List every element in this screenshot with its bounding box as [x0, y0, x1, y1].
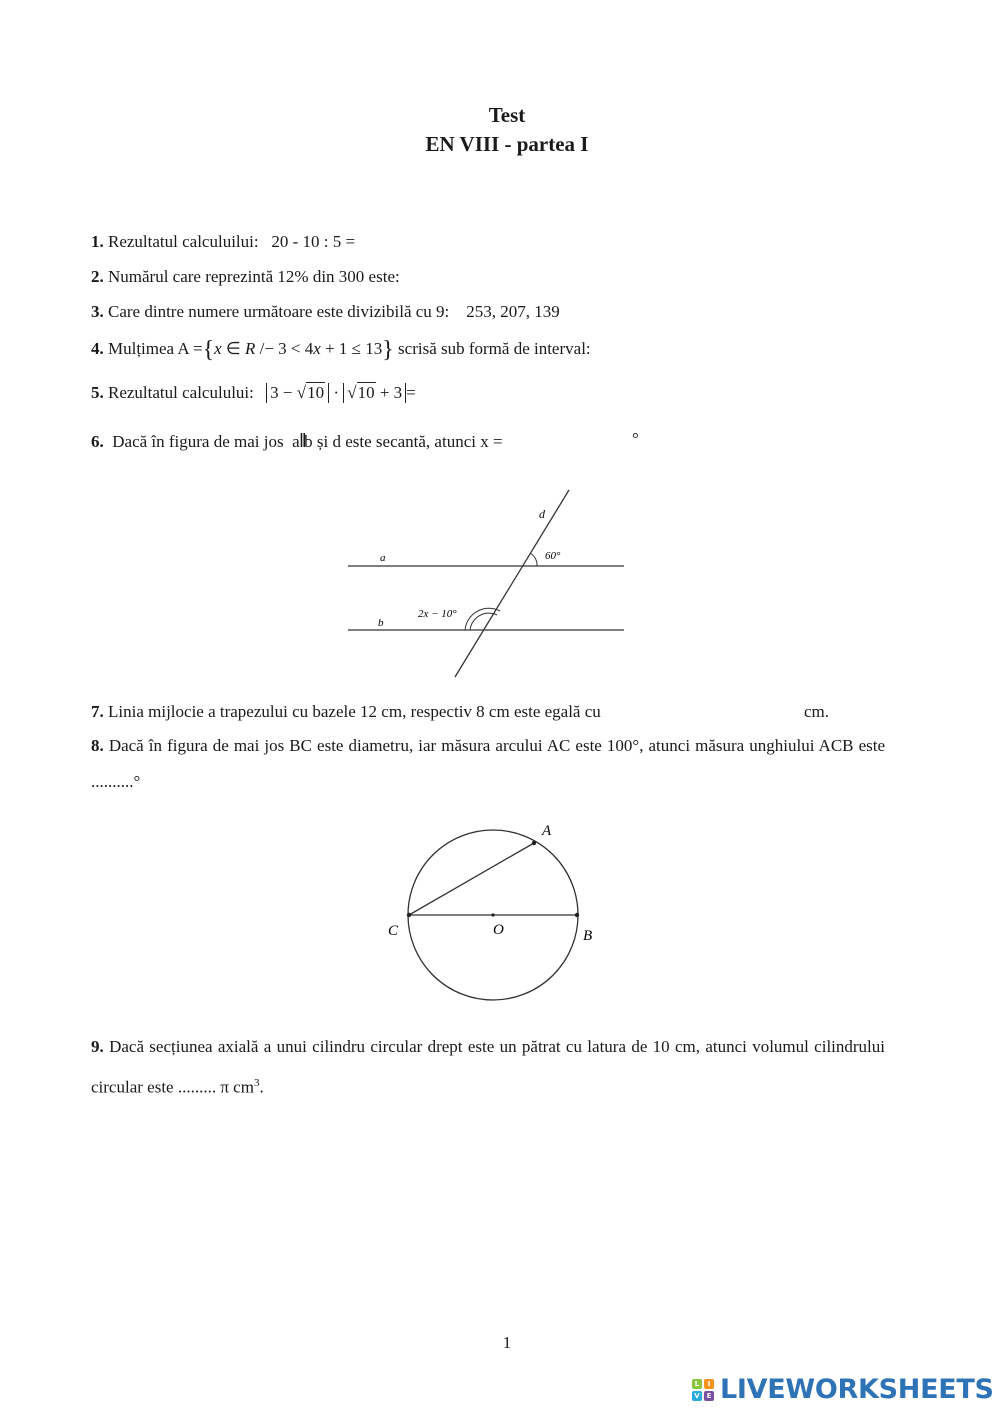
logo-square: I — [704, 1379, 714, 1389]
set-brace-open: { — [202, 337, 215, 363]
question-number: 4. — [91, 339, 104, 358]
set-brace-close: } — [382, 337, 394, 363]
unit-label: cm. — [804, 702, 830, 721]
question-end: . — [259, 1077, 264, 1097]
page-title: Test — [488, 103, 526, 127]
label-angle-2x: 2x − 10° — [418, 608, 457, 620]
question-text: Linia mijlocie a trapezului cu bazele 12 cm, respectiv 8 cm este egală cu — [108, 702, 601, 721]
label-b: B — [583, 928, 593, 944]
question-text: Dacă în figura de mai jos BC este diametru, iar măsura arcului AC este 100°, atunci măsura unghiului ACB este ..........° — [91, 736, 885, 791]
question-suffix: b și d este secantă, atunci x = — [304, 432, 503, 451]
expr-part: 3 − — [270, 383, 297, 402]
label-angle-60: 60° — [545, 550, 561, 562]
label-b: b — [378, 617, 384, 629]
question-9 — [91, 1029, 885, 1106]
label-a: a — [380, 552, 386, 564]
figure-parallel-lines — [340, 480, 640, 690]
equals-sign: = — [406, 383, 416, 402]
question-number: 3. — [91, 302, 104, 321]
question-1 — [91, 232, 355, 252]
sqrt-symbol: √ — [296, 383, 307, 402]
absolute-value-2 — [343, 383, 406, 403]
sqrt-radicand: 10 — [307, 383, 325, 402]
page-subtitle: EN VIII - partea I — [425, 132, 589, 156]
question-text: Dacă în figura de mai jos a — [103, 432, 300, 451]
question-suffix: scrisă sub formă de interval: — [393, 339, 591, 358]
parallel-icon: ‖ — [299, 430, 305, 452]
question-number: 9. — [91, 1037, 104, 1056]
logo-text: LIVEWORKSHEETS — [720, 1374, 994, 1405]
question-text: Mulțimea A = — [108, 339, 203, 358]
question-5 — [91, 383, 416, 403]
chord-ca — [409, 843, 534, 915]
multiply-dot: · — [329, 383, 344, 402]
condition-left: /− 3 < 4 — [255, 339, 314, 358]
absolute-value-1 — [266, 383, 329, 403]
question-text: Numărul care reprezintă 12% din 300 este: — [103, 267, 400, 286]
question-7 — [91, 702, 830, 722]
label-d: d — [539, 507, 545, 521]
secant-d — [455, 490, 569, 677]
in-symbol: ∈ — [221, 339, 245, 358]
liveworksheets-logo[interactable] — [692, 1374, 994, 1405]
question-text: Rezultatul calculuilui: 20 - 10 : 5 = — [108, 232, 356, 251]
question-number: 8. — [91, 736, 104, 755]
var-x: x — [214, 339, 222, 358]
angle-arc-top — [530, 553, 537, 566]
question-number: 6. — [91, 432, 104, 451]
exponent: 3 — [253, 1077, 260, 1089]
label-c: C — [388, 923, 399, 939]
question-3 — [91, 302, 560, 322]
question-number: 7. — [91, 702, 104, 721]
degree-symbol: ° — [632, 429, 639, 448]
expr-part: + 3 — [375, 383, 403, 402]
point-b — [575, 913, 579, 917]
label-a: A — [542, 823, 552, 839]
question-4 — [91, 337, 591, 363]
logo-square: E — [704, 1391, 714, 1401]
question-2 — [91, 267, 400, 287]
question-number: 1. — [91, 232, 104, 251]
page-number: 1 — [502, 1333, 512, 1352]
label-o: O — [493, 922, 504, 938]
logo-square: L — [692, 1379, 702, 1389]
question-6 — [91, 429, 639, 452]
var-x: x — [313, 339, 321, 358]
point-a — [532, 841, 536, 845]
point-o — [491, 913, 494, 916]
sqrt-symbol: √ — [347, 383, 357, 402]
question-text: Rezultatul calculului: — [108, 383, 254, 402]
sqrt-radicand: 10 — [357, 383, 375, 402]
logo-icon — [692, 1379, 714, 1401]
set-expression — [214, 339, 382, 358]
logo-square: V — [692, 1391, 702, 1401]
question-text: Dacă secțiunea axială a unui cilindru circular drept este un pătrat cu latura de 10 cm, atunci volumul cilindrului circular este ......... π cm — [91, 1037, 886, 1097]
question-8 — [91, 728, 885, 800]
condition-right: + 1 ≤ 13 — [320, 339, 383, 358]
question-number: 5. — [91, 383, 104, 402]
question-text: Care dintre numere următoare este divizibilă cu 9: 253, 207, 139 — [108, 302, 560, 321]
figure-circle — [380, 815, 610, 1010]
point-c — [407, 913, 411, 917]
question-number: 2. — [91, 267, 104, 286]
var-r: R — [244, 339, 256, 358]
